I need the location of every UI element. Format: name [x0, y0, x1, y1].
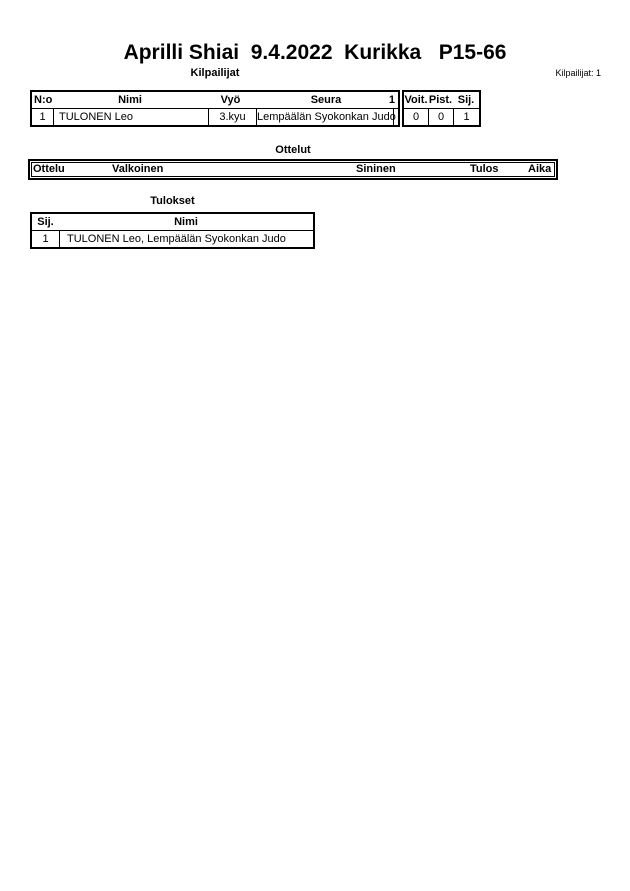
cell-seura: Lempäälän Syokonkan Judo [257, 111, 396, 123]
col-header-aika: Aika [528, 163, 552, 175]
col-header-ottelu: Ottelu [33, 163, 65, 175]
col-header-voit: Voit. [404, 94, 428, 106]
results-heading: Tulokset [150, 195, 195, 207]
col-header-sininen: Sininen [356, 163, 396, 175]
col-header-tulos: Tulos [470, 163, 499, 175]
competitors-heading: Kilpailijat [190, 67, 240, 79]
table-row [404, 108, 479, 125]
cell-nimi: TULONEN Leo [53, 109, 208, 125]
competitors-table-right [402, 90, 481, 127]
cell-match-1 [393, 109, 398, 125]
competitors-table-left [30, 90, 400, 127]
competitors-table [30, 90, 481, 127]
competitors-header-row [32, 92, 398, 108]
cell-voit: 0 [412, 111, 420, 123]
col-header-pist: Pist. [428, 94, 453, 106]
results-header-row [32, 214, 313, 230]
matches-header-row [31, 162, 555, 177]
col-header-valkoinen: Valkoinen [112, 163, 164, 175]
col-header-sij: Sij. [457, 94, 475, 106]
cell-result-nimi: TULONEN Leo, Lempäälän Syokonkan Judo [59, 231, 313, 247]
col-header-nimi: Nimi [118, 94, 142, 106]
competitors-count: Kilpailijat: 1 [555, 68, 601, 78]
table-row [32, 230, 313, 247]
competitors-stats-header-row [404, 92, 479, 108]
col-header-result-sij: Sij. [37, 216, 54, 228]
col-header-seura-label: Seura [310, 94, 342, 106]
col-header-1: 1 [388, 94, 395, 106]
cell-result-sij: 1 [42, 233, 49, 245]
matches-heading: Ottelut [275, 144, 311, 156]
col-header-result-nimi: Nimi [174, 216, 198, 228]
results-table [30, 212, 315, 249]
table-row [32, 108, 398, 125]
cell-vyo: 3.kyu [208, 109, 256, 125]
cell-pist: 0 [428, 109, 453, 125]
page-title: Aprilli Shiai 9.4.2022 Kurikka P15-66 [123, 41, 507, 64]
col-header-vyo: Vyö [220, 94, 241, 106]
matches-header-bar [28, 159, 558, 180]
cell-no: 1 [39, 111, 46, 123]
col-header-seura [254, 92, 398, 108]
cell-sij: 1 [453, 109, 479, 125]
col-header-no: N:o [34, 94, 53, 106]
